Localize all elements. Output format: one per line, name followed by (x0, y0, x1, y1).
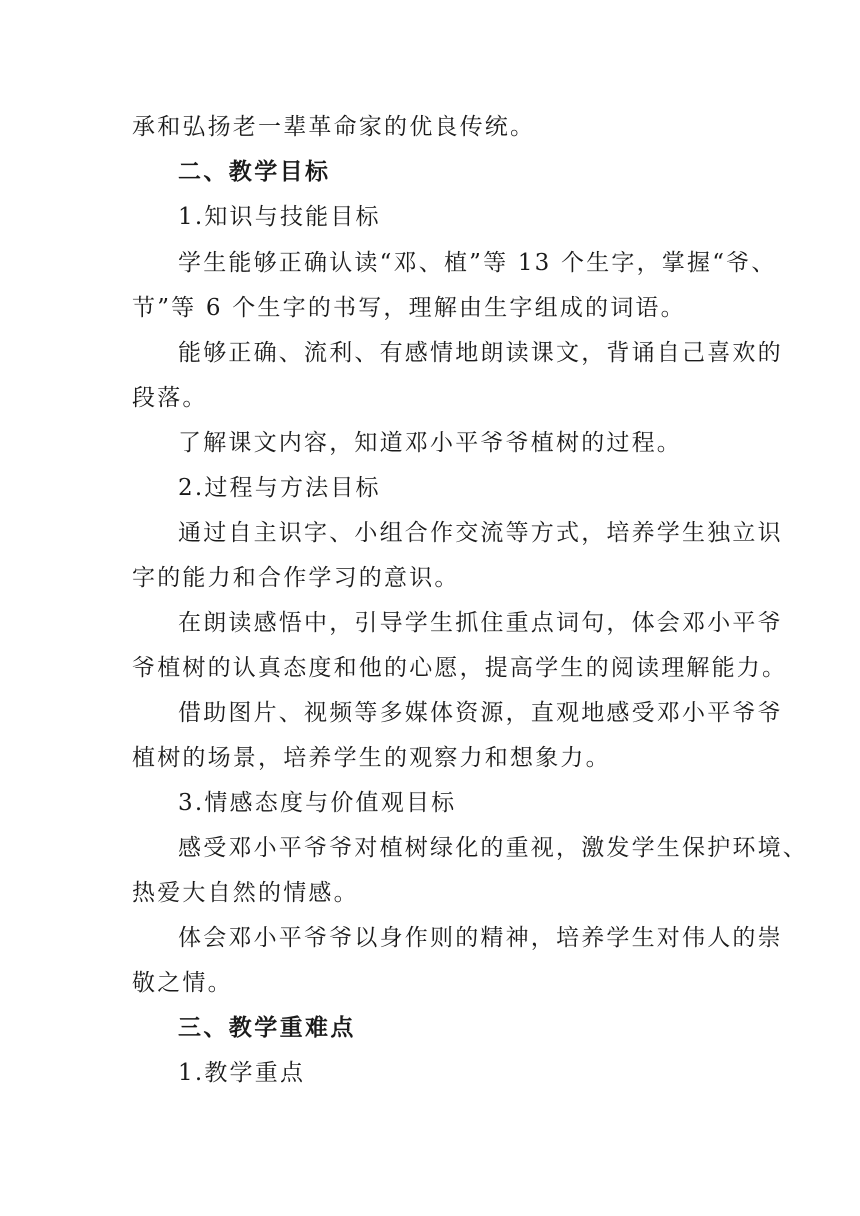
section-heading-key-points: 三、教学重难点 (178, 1014, 356, 1041)
paragraph-line: 学生能够正确认读“邓、植”等 13 个生字，掌握“爷、 (178, 250, 777, 276)
paragraph-line: 爷植树的认真态度和他的心愿，提高学生的阅读理解能力。 (132, 655, 788, 681)
paragraph-line: 植树的场景，培养学生的观察力和想象力。 (132, 745, 611, 771)
paragraph-line: 热爱大自然的情感。 (132, 880, 359, 906)
subheading-teaching-focus: 1.教学重点 (178, 1060, 306, 1086)
paragraph-line: 体会邓小平爷爷以身作则的精神，培养学生对伟人的崇 (178, 925, 783, 951)
section-heading-teaching-goals: 二、教学目标 (178, 158, 331, 185)
paragraph-line: 承和弘扬老一辈革命家的优良传统。 (132, 114, 536, 140)
paragraph-line: 在朗读感悟中，引导学生抓住重点词句，体会邓小平爷 (178, 610, 783, 636)
subheading-knowledge-skills: 1.知识与技能目标 (178, 204, 381, 230)
paragraph-line: 了解课文内容，知道邓小平爷爷植树的过程。 (178, 430, 682, 456)
paragraph-line: 敬之情。 (132, 970, 233, 996)
subheading-process-methods: 2.过程与方法目标 (178, 475, 381, 501)
subheading-emotion-values: 3.情感态度与价值观目标 (178, 790, 457, 816)
paragraph-line: 通过自主识字、小组合作交流等方式，培养学生独立识 (178, 520, 783, 546)
paragraph-line: 节”等 6 个生字的书写，理解由生字组成的词语。 (132, 295, 686, 321)
paragraph-line: 能够正确、流利、有感情地朗读课文，背诵自己喜欢的 (178, 340, 783, 366)
paragraph-line: 感受邓小平爷爷对植树绿化的重视，激发学生保护环境、 (178, 835, 808, 861)
paragraph-line: 段落。 (132, 385, 208, 411)
paragraph-line: 字的能力和合作学习的意识。 (132, 565, 460, 591)
paragraph-line: 借助图片、视频等多媒体资源，直观地感受邓小平爷爷 (178, 700, 783, 726)
